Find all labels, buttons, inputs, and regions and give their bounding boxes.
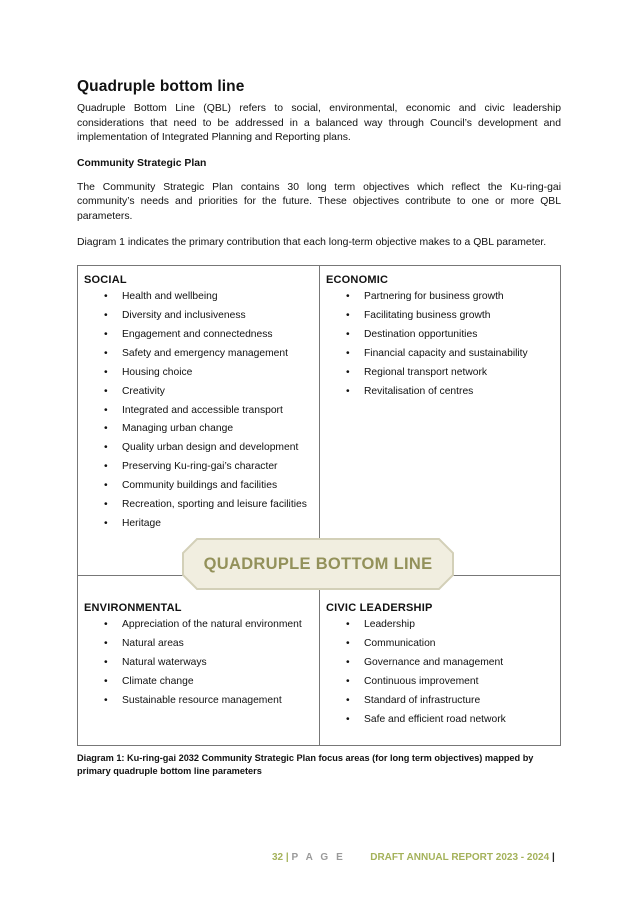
environmental-title: ENVIRONMENTAL xyxy=(84,602,182,615)
list-item xyxy=(84,442,316,454)
list-item xyxy=(84,695,316,707)
section-heading: Quadruple bottom line xyxy=(77,78,245,95)
list-item xyxy=(84,291,316,303)
list-item-text: Regional transport network xyxy=(364,366,488,378)
bullet-icon: • xyxy=(104,461,108,473)
social-title: SOCIAL xyxy=(84,274,127,287)
list-item xyxy=(84,423,316,435)
list-item-text: Governance and management xyxy=(364,656,504,668)
list-item-text: Climate change xyxy=(122,675,194,687)
footer-separator: | xyxy=(285,852,289,863)
bullet-icon: • xyxy=(104,638,108,650)
bullet-icon: • xyxy=(346,694,350,706)
environmental-list xyxy=(84,619,316,707)
bullet-icon: • xyxy=(104,404,108,416)
list-item-text: Housing choice xyxy=(122,366,193,378)
list-item xyxy=(326,329,558,341)
economic-title: ECONOMIC xyxy=(326,274,389,287)
list-item xyxy=(84,619,316,631)
civic-quadrant xyxy=(326,602,558,732)
bullet-icon: • xyxy=(346,310,350,322)
bullet-icon: • xyxy=(104,385,108,397)
list-item-text: Engagement and connectedness xyxy=(122,328,273,340)
subheading: Community Strategic Plan xyxy=(77,157,207,169)
list-item-text: Revitalisation of centres xyxy=(364,385,474,397)
diagram-intro-paragraph: Diagram 1 indicates the primary contribution that each long-term objective makes to a QBL parameter. xyxy=(77,236,547,248)
diagram-caption: Diagram 1: Ku-ring-gai 2032 Community Strategic Plan focus areas (for long term objectives) mapped by primary quadruple bottom line parameters xyxy=(77,753,534,777)
list-item-text: Destination opportunities xyxy=(364,328,478,340)
bullet-icon: • xyxy=(104,366,108,378)
bullet-icon: • xyxy=(104,656,108,668)
bullet-icon: • xyxy=(346,291,350,303)
list-item xyxy=(84,386,316,398)
social-list xyxy=(84,291,316,530)
bullet-icon: • xyxy=(104,423,108,435)
bullet-icon: • xyxy=(346,638,350,650)
bullet-icon: • xyxy=(104,619,108,631)
list-item xyxy=(84,461,316,473)
report-title: DRAFT ANNUAL REPORT 2023 - 2024 xyxy=(370,852,550,863)
list-item-text: Appreciation of the natural environment xyxy=(122,619,302,631)
center-badge-label: QUADRUPLE BOTTOM LINE xyxy=(203,554,433,573)
bullet-icon: • xyxy=(346,347,350,359)
list-item-text: Natural waterways xyxy=(122,656,207,668)
list-item xyxy=(84,657,316,669)
list-item-text: Facilitating business growth xyxy=(364,310,491,322)
list-item-text: Safety and emergency management xyxy=(122,347,288,359)
bullet-icon: • xyxy=(104,347,108,359)
bullet-icon: • xyxy=(104,498,108,510)
center-badge xyxy=(181,537,455,591)
list-item-text: Standard of infrastructure xyxy=(364,694,481,706)
list-item-text: Managing urban change xyxy=(122,423,234,435)
civic-list xyxy=(326,619,558,725)
list-item xyxy=(326,386,558,398)
bullet-icon: • xyxy=(104,517,108,529)
environmental-quadrant xyxy=(84,602,316,713)
list-item-text: Integrated and accessible transport xyxy=(122,404,283,416)
bullet-icon: • xyxy=(104,310,108,322)
content-area xyxy=(77,78,561,778)
list-item xyxy=(326,638,558,650)
list-item-text: Heritage xyxy=(122,517,161,529)
list-item xyxy=(84,480,316,492)
bullet-icon: • xyxy=(104,442,108,454)
list-item-text: Health and wellbeing xyxy=(122,291,218,303)
bullet-icon: • xyxy=(104,480,108,492)
vertical-divider xyxy=(319,266,320,745)
bullet-icon: • xyxy=(346,656,350,668)
list-item-text: Continuous improvement xyxy=(364,675,479,687)
list-item xyxy=(84,405,316,417)
list-item xyxy=(326,657,558,669)
list-item xyxy=(84,518,316,530)
list-item-text: Safe and efficient road network xyxy=(364,713,506,725)
list-item xyxy=(84,676,316,688)
list-item-text: Partnering for business growth xyxy=(364,291,504,303)
bullet-icon: • xyxy=(346,713,350,725)
list-item-text: Leadership xyxy=(364,619,415,631)
bullet-icon: • xyxy=(104,694,108,706)
civic-title: CIVIC LEADERSHIP xyxy=(326,602,433,615)
list-item-text: Diversity and inclusiveness xyxy=(122,310,246,322)
list-item-text: Sustainable resource management xyxy=(122,694,282,706)
list-item-text: Quality urban design and development xyxy=(122,442,299,454)
list-item xyxy=(84,329,316,341)
bullet-icon: • xyxy=(346,385,350,397)
economic-quadrant xyxy=(326,274,558,404)
bullet-icon: • xyxy=(104,675,108,687)
list-item xyxy=(326,348,558,360)
list-item-text: Preserving Ku-ring-gai’s character xyxy=(122,461,278,473)
list-item xyxy=(84,310,316,322)
page-footer xyxy=(272,852,555,863)
list-item-text: Creativity xyxy=(122,385,165,397)
list-item xyxy=(326,676,558,688)
social-quadrant xyxy=(84,274,316,537)
list-item xyxy=(84,367,316,379)
list-item xyxy=(326,619,558,631)
bullet-icon: • xyxy=(346,366,350,378)
list-item-text: Natural areas xyxy=(122,638,184,650)
list-item xyxy=(326,291,558,303)
list-item xyxy=(326,367,558,379)
bullet-icon: • xyxy=(346,619,350,631)
footer-end-bar: | xyxy=(551,852,555,863)
list-item xyxy=(84,638,316,650)
list-item-text: Community buildings and facilities xyxy=(122,480,278,492)
list-item xyxy=(326,714,558,726)
bullet-icon: • xyxy=(346,675,350,687)
page-word: P A G E xyxy=(291,852,346,863)
list-item xyxy=(84,348,316,360)
list-item xyxy=(326,695,558,707)
bullet-icon: • xyxy=(346,328,350,340)
list-item-text: Communication xyxy=(364,638,436,650)
page-number: 32 xyxy=(272,852,284,863)
intro-paragraph: Quadruple Bottom Line (QBL) refers to social, environmental, economic and civic leadership considerations that need to be addressed in a balanced way through Council’s development and implementation of Integrated Planning and Reporting plans. xyxy=(77,103,561,144)
list-item xyxy=(84,499,316,511)
bullet-icon: • xyxy=(104,328,108,340)
qbl-diagram xyxy=(77,265,561,746)
list-item xyxy=(326,310,558,322)
list-item-text: Recreation, sporting and leisure facilities xyxy=(122,498,307,510)
list-item-text: Financial capacity and sustainability xyxy=(364,347,528,359)
economic-list xyxy=(326,291,558,397)
objectives-paragraph: The Community Strategic Plan contains 30 long term objectives which reflect the Ku-ring-gai community’s needs and priorities for the future. These objectives contribute to one or more QBL parameters. xyxy=(77,181,561,222)
bullet-icon: • xyxy=(104,291,108,303)
